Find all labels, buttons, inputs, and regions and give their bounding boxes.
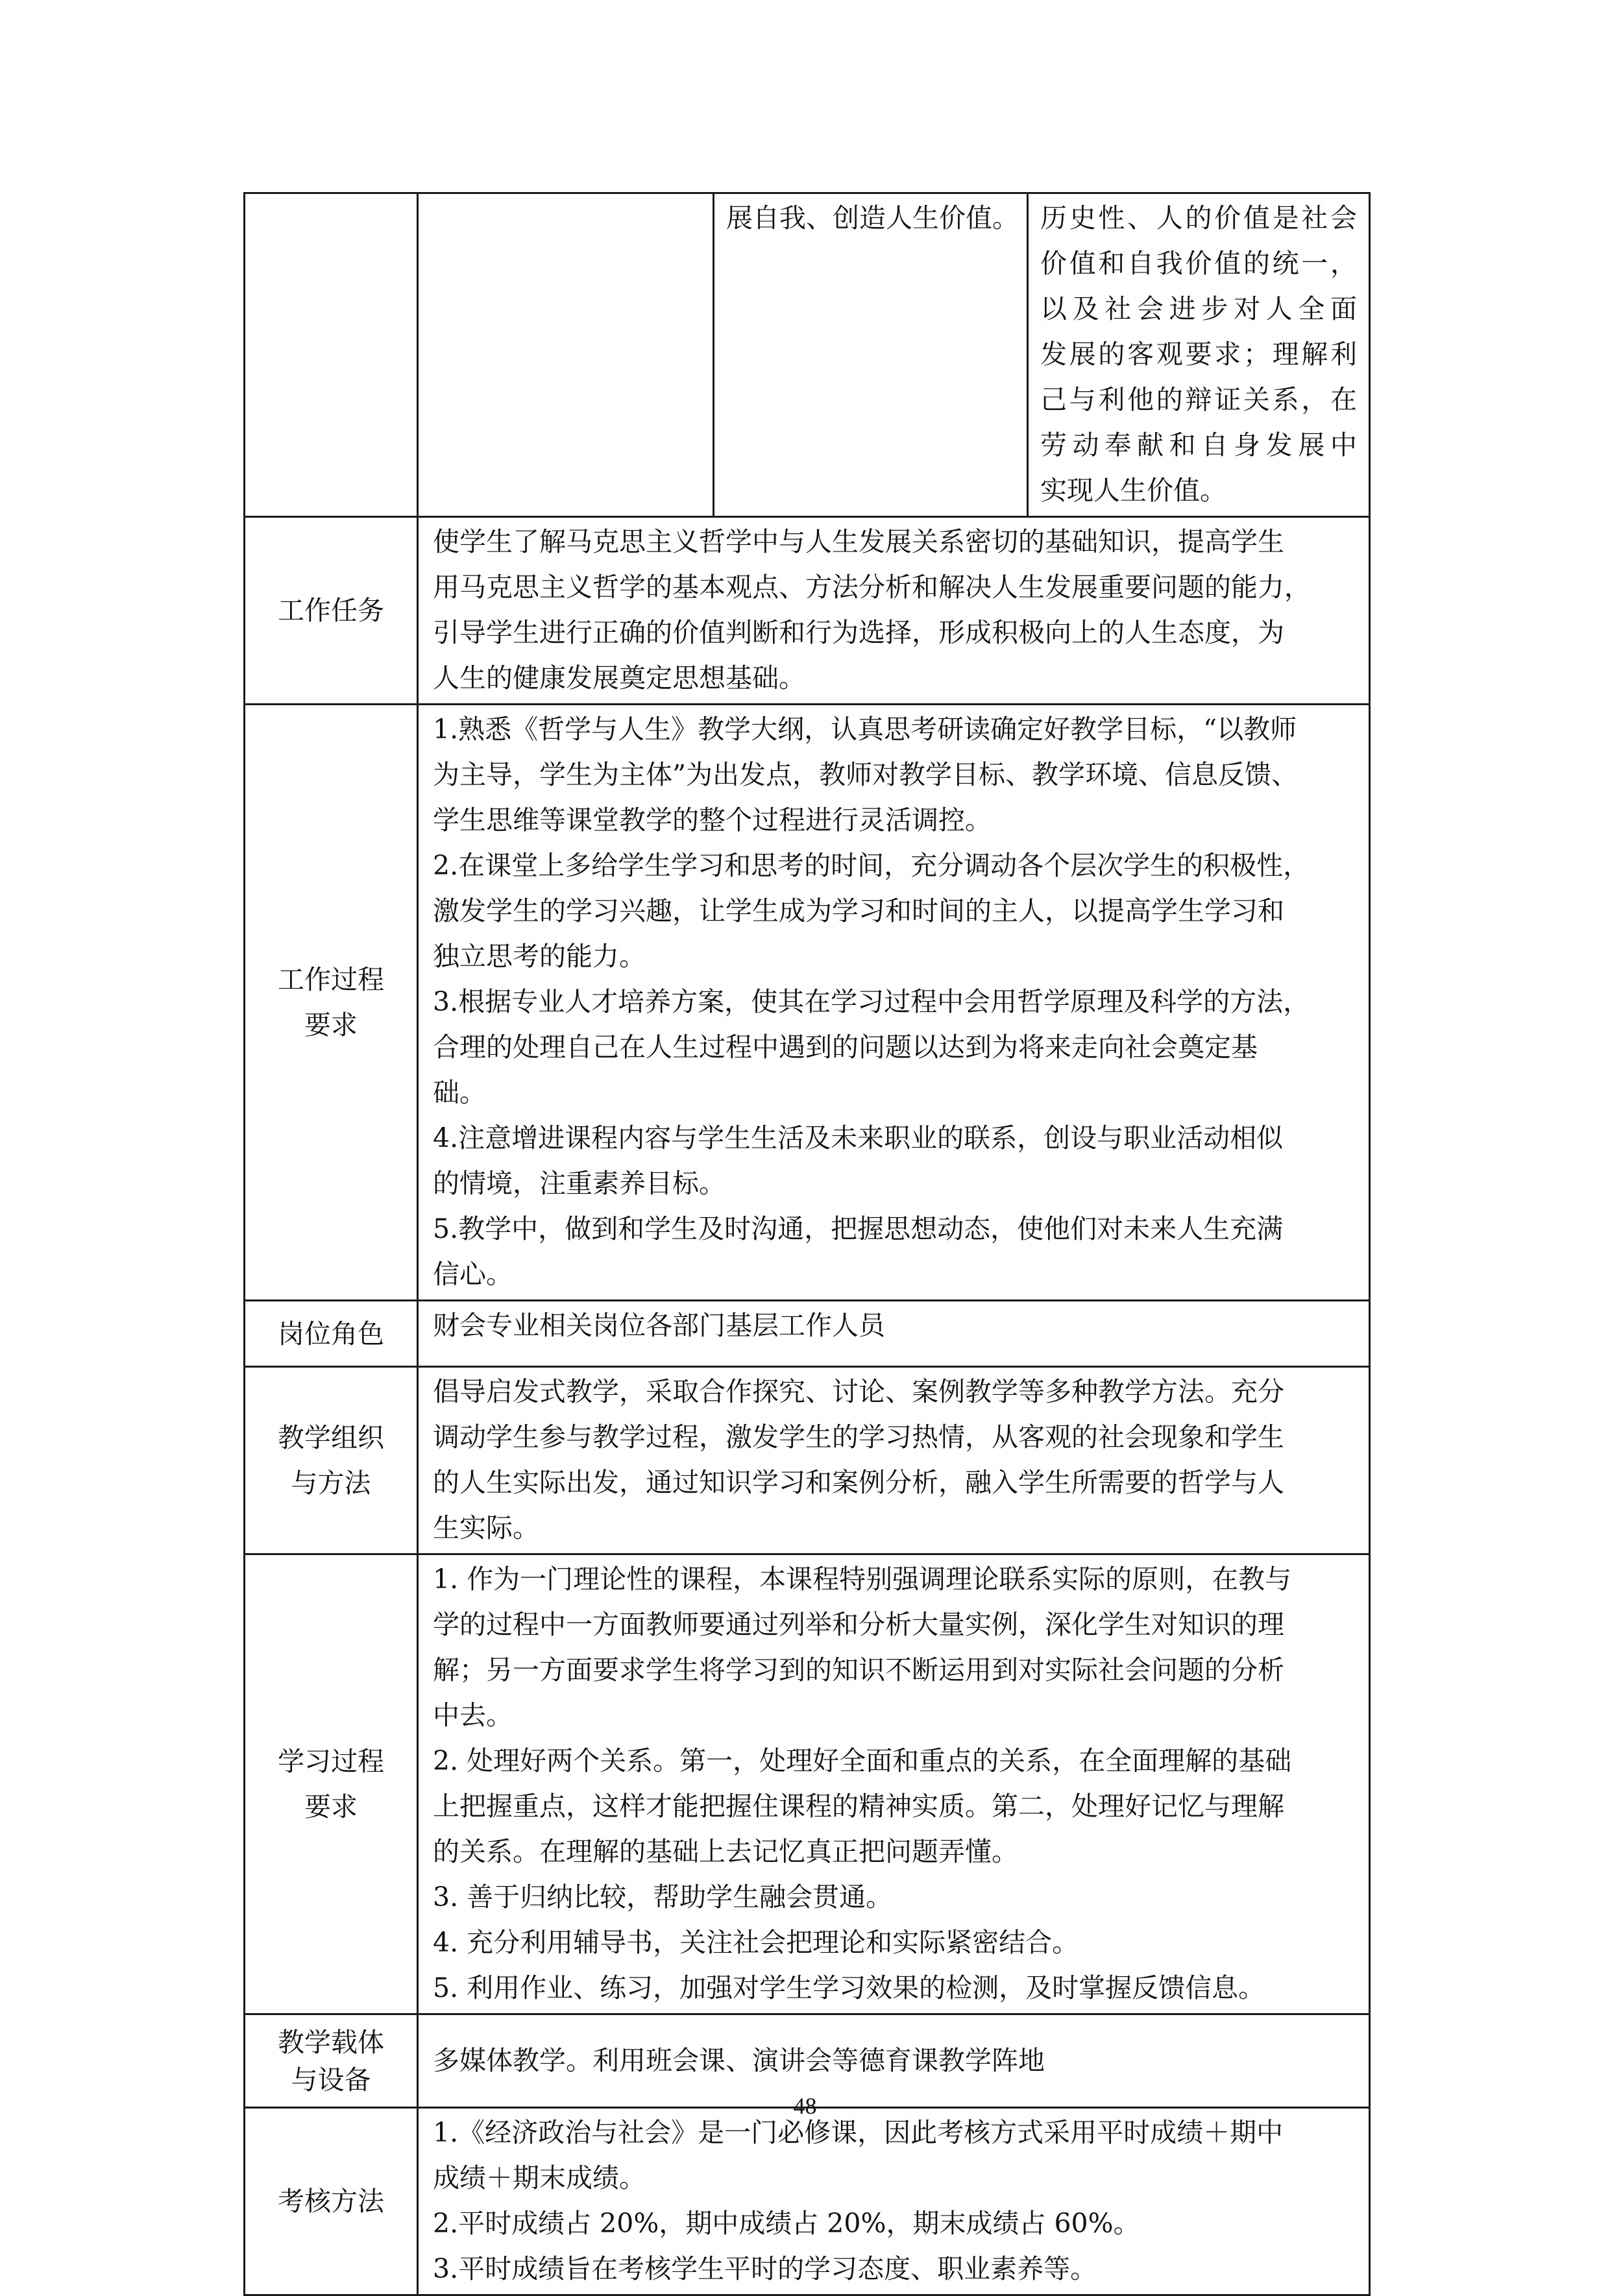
row-content bbox=[418, 1367, 1370, 1554]
content-line: 成绩＋期末成绩。 bbox=[433, 2162, 646, 2193]
content-line: 础。 bbox=[433, 1077, 486, 1108]
content-line: 的关系。在理解的基础上去记忆真正把问题弄懂。 bbox=[433, 1836, 1018, 1867]
table-row bbox=[245, 1554, 1370, 2014]
content-line: 为主导，学生为主体”为出发点，教师对教学目标、教学环境、信息反馈、 bbox=[433, 759, 1298, 790]
row-label-line: 与方法 bbox=[291, 1468, 371, 1499]
content-line: 多媒体教学。利用班会课、演讲会等德育课教学阵地 bbox=[433, 2044, 1045, 2076]
cell-line: 以及社会进步对人全面 bbox=[1040, 293, 1357, 324]
content-line: 5.教学中，做到和学生及时沟通，把握思想动态，使他们对未来人生充满 bbox=[433, 1213, 1284, 1244]
content-line: 1. 作为一门理论性的课程，本课程特别强调理论联系实际的原则，在教与 bbox=[433, 1564, 1292, 1595]
row-label-line: 考核方法 bbox=[278, 2186, 384, 2217]
content-line: 5. 利用作业、练习，加强对学生学习效果的检测，及时掌握反馈信息。 bbox=[433, 1972, 1265, 2003]
cell-line: 价值和自我价值的统一， bbox=[1040, 248, 1357, 279]
top-cell-3 bbox=[714, 193, 1028, 517]
content-line: 生实际。 bbox=[433, 1512, 539, 1543]
content-line: 2.平时成绩占 20%，期中成绩占 20%，期末成绩占 60%。 bbox=[433, 2208, 1140, 2239]
row-label-line: 工作过程 bbox=[278, 964, 384, 995]
row-label bbox=[245, 2108, 418, 2295]
content-line: 倡导启发式教学，采取合作探究、讨论、案例教学等多种教学方法。充分 bbox=[433, 1376, 1284, 1407]
content-line: 独立思考的能力。 bbox=[433, 941, 646, 972]
top-cell-2 bbox=[418, 193, 714, 517]
cell-line: 历史性、人的价值是社会 bbox=[1040, 202, 1357, 234]
content-line: 的情境，注重素养目标。 bbox=[433, 1168, 726, 1199]
content-line: 4. 充分利用辅导书，关注社会把理论和实际紧密结合。 bbox=[433, 1927, 1079, 1958]
row-label-line: 教学组织 bbox=[278, 1422, 384, 1453]
course-table bbox=[243, 192, 1371, 2296]
row-label-line: 工作任务 bbox=[278, 595, 384, 626]
cell-text: 展自我、创造人生价值。 bbox=[726, 202, 1019, 234]
row-content bbox=[418, 705, 1370, 1301]
content-line: 财会专业相关岗位各部门基层工作人员 bbox=[433, 1310, 885, 1341]
content-line: 3.平时成绩旨在考核学生平时的学习态度、职业素养等。 bbox=[433, 2253, 1097, 2284]
row-content bbox=[418, 517, 1370, 705]
content-line: 激发学生的学习兴趣，让学生成为学习和时间的主人，以提高学生学习和 bbox=[433, 895, 1284, 926]
row-label-line: 学习过程 bbox=[278, 1746, 384, 1777]
content-line: 的人生实际出发，通过知识学习和案例分析，融入学生所需要的哲学与人 bbox=[433, 1467, 1284, 1498]
content-line: 用马克思主义哲学的基本观点、方法分析和解决人生发展重要问题的能力， bbox=[433, 572, 1311, 603]
content-line: 人生的健康发展奠定思想基础。 bbox=[433, 662, 805, 694]
table-row bbox=[245, 1367, 1370, 1554]
row-label-line: 要求 bbox=[304, 1791, 358, 1822]
content-line: 学的过程中一方面教师要通过列举和分析大量实例，深化学生对知识的理 bbox=[433, 1609, 1284, 1640]
top-cell-1 bbox=[245, 193, 418, 517]
row-content bbox=[418, 2108, 1370, 2295]
content-line: 4.注意增进课程内容与学生生活及未来职业的联系，创设与职业活动相似 bbox=[433, 1122, 1284, 1154]
content-line: 1.《经济政治与社会》是一门必修课，因此考核方式采用平时成绩＋期中 bbox=[433, 2117, 1284, 2148]
content-line: 2. 处理好两个关系。第一，处理好全面和重点的关系，在全面理解的基础 bbox=[433, 1745, 1292, 1776]
content-line: 上把握重点，这样才能把握住课程的精神实质。第二，处理好记忆与理解 bbox=[433, 1791, 1284, 1822]
page-number: 48 bbox=[793, 2093, 817, 2119]
content-line: 信心。 bbox=[433, 1259, 513, 1290]
row-label bbox=[245, 1554, 418, 2014]
content-line: 中去。 bbox=[433, 1700, 513, 1731]
content-line: 合理的处理自己在人生过程中遇到的问题以达到为将来走向社会奠定基 bbox=[433, 1032, 1258, 1063]
table-row bbox=[245, 2108, 1370, 2295]
content-line: 3.根据专业人才培养方案，使其在学习过程中会用哲学原理及科学的方法， bbox=[433, 986, 1310, 1017]
row-label-line: 要求 bbox=[304, 1009, 358, 1041]
cell-line: 己与利他的辩证关系，在 bbox=[1040, 384, 1357, 415]
row-content bbox=[418, 1554, 1370, 2014]
row-label-line: 教学载体 bbox=[278, 2026, 384, 2058]
content-line: 3. 善于归纳比较，帮助学生融会贯通。 bbox=[433, 1881, 893, 1913]
content-line: 调动学生参与教学过程，激发学生的学习热情，从客观的社会现象和学生 bbox=[433, 1421, 1284, 1453]
content-line: 1.熟悉《哲学与人生》教学大纲，认真思考研读确定好教学目标，“以教师 bbox=[433, 714, 1297, 745]
row-content bbox=[418, 1301, 1370, 1367]
content-line: 2.在课堂上多给学生学习和思考的时间，充分调动各个层次学生的积极性， bbox=[433, 850, 1310, 881]
cell-line: 发展的客观要求；理解利 bbox=[1040, 339, 1357, 370]
row-label bbox=[245, 705, 418, 1301]
row-label-line: 岗位角色 bbox=[278, 1318, 384, 1349]
table-row-top bbox=[245, 193, 1370, 517]
content-line: 学生思维等课堂教学的整个过程进行灵活调控。 bbox=[433, 804, 992, 836]
cell-line: 劳动奉献和自身发展中 bbox=[1040, 429, 1357, 461]
row-label-line: 与设备 bbox=[291, 2064, 371, 2096]
table-row bbox=[245, 517, 1370, 705]
table-row bbox=[245, 1301, 1370, 1367]
top-cell-4 bbox=[1028, 193, 1370, 517]
table-row bbox=[245, 705, 1370, 1301]
content-line: 引导学生进行正确的价值判断和行为选择，形成积极向上的人生态度，为 bbox=[433, 617, 1284, 648]
row-label bbox=[245, 1367, 418, 1554]
row-label bbox=[245, 517, 418, 705]
row-label bbox=[245, 1301, 418, 1367]
content-line: 使学生了解马克思主义哲学中与人生发展关系密切的基础知识，提高学生 bbox=[433, 526, 1284, 557]
content-line: 解；另一方面要求学生将学习到的知识不断运用到对实际社会问题的分析 bbox=[433, 1654, 1284, 1686]
cell-line: 实现人生价值。 bbox=[1040, 475, 1226, 506]
